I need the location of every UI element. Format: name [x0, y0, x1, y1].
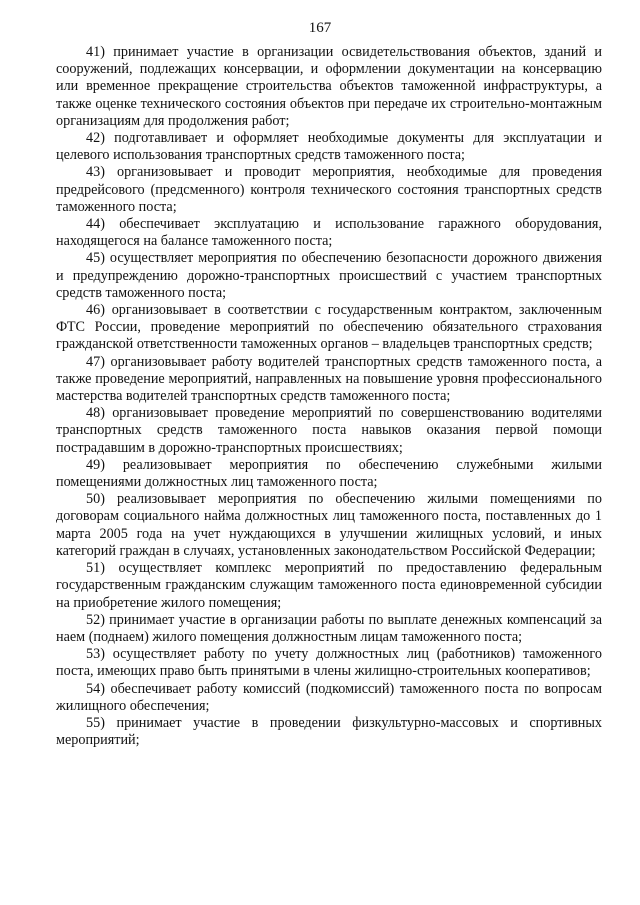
list-item-47: 47) организовывает работу водителей транспортных средств таможенного поста, а также проведение мероприятий, направленных на повышение уровня профессионального мастерства водителей транспортных средств таможенного поста;: [56, 353, 602, 405]
list-item-55: 55) принимает участие в проведении физкультурно-массовых и спортивных мероприятий;: [56, 714, 602, 749]
list-item-46: 46) организовывает в соответствии с государственным контрактом, заключенным ФТС России, проведение мероприятий по обеспечению обязательного страхования гражданской ответственности таможенных органов – владельцев транспортных средств;: [56, 302, 602, 353]
list-item-43: 43) организовывает и проводит мероприятия, необходимые для проведения предрейсового (предсменного) контроля технического состояния транспортных средств таможенного поста;: [56, 164, 602, 215]
list-item-53: 53) осуществляет работу по учету должностных лиц (работников) таможенного поста, имеющих право быть принятыми в члены жилищно-строительных кооперативов;: [56, 646, 602, 680]
list-item-41: 41) принимает участие в организации освидетельствования объектов, зданий и сооружений, подлежащих консервации, и оформлении документации на консервацию или временное прекращение строительства объектов таможенной инфраструктуры, а также оценке технического состояния объектов при передаче их строительно-монтажным организациям для продолжения работ;: [56, 44, 602, 129]
list-item-50: 50) реализовывает мероприятия по обеспечению жилыми помещениями по договорам социального найма должностных лиц таможенного поста, поставленных до 1 марта 2005 года на учет нуждающихся в улучшении жилищных условий, и иных категорий граждан в случаях, установленных законодательством Российской Федерации;: [56, 491, 602, 559]
list-item-48: 48) организовывает проведение мероприятий по совершенствованию водителями транспортных средств таможенного поста навыков оказания первой помощи пострадавшим в дорожно-транспортных происшествиях;: [56, 405, 602, 456]
list-item-51: 51) осуществляет комплекс мероприятий по предоставлению федеральным государственным гражданским служащим таможенного поста единовременной субсидии на приобретение жилого помещения;: [56, 560, 602, 611]
list-item-49: 49) реализовывает мероприятия по обеспечению служебными жилыми помещениями должностных лиц таможенного поста;: [56, 456, 602, 491]
list-item-42: 42) подготавливает и оформляет необходимые документы для эксплуатации и целевого использования транспортных средств таможенного поста;: [56, 130, 602, 164]
list-item-44: 44) обеспечивает эксплуатацию и использование гаражного оборудования, находящегося на балансе таможенного поста;: [56, 216, 602, 250]
list-item-52: 52) принимает участие в организации работы по выплате денежных компенсаций за наем (поднаем) жилого помещения должностным лицам таможенного поста;: [56, 611, 602, 645]
page-number: 167: [308, 20, 332, 36]
list-item-54: 54) обеспечивает работу комиссий (подкомиссий) таможенного поста по вопросам жилищного обеспечения;: [56, 680, 602, 714]
list-item-45: 45) осуществляет мероприятия по обеспечению безопасности дорожного движения и предупреждению дорожно-транспортных происшествий с участием транспортных средств таможенного поста;: [56, 250, 602, 301]
document-body: [56, 44, 602, 749]
